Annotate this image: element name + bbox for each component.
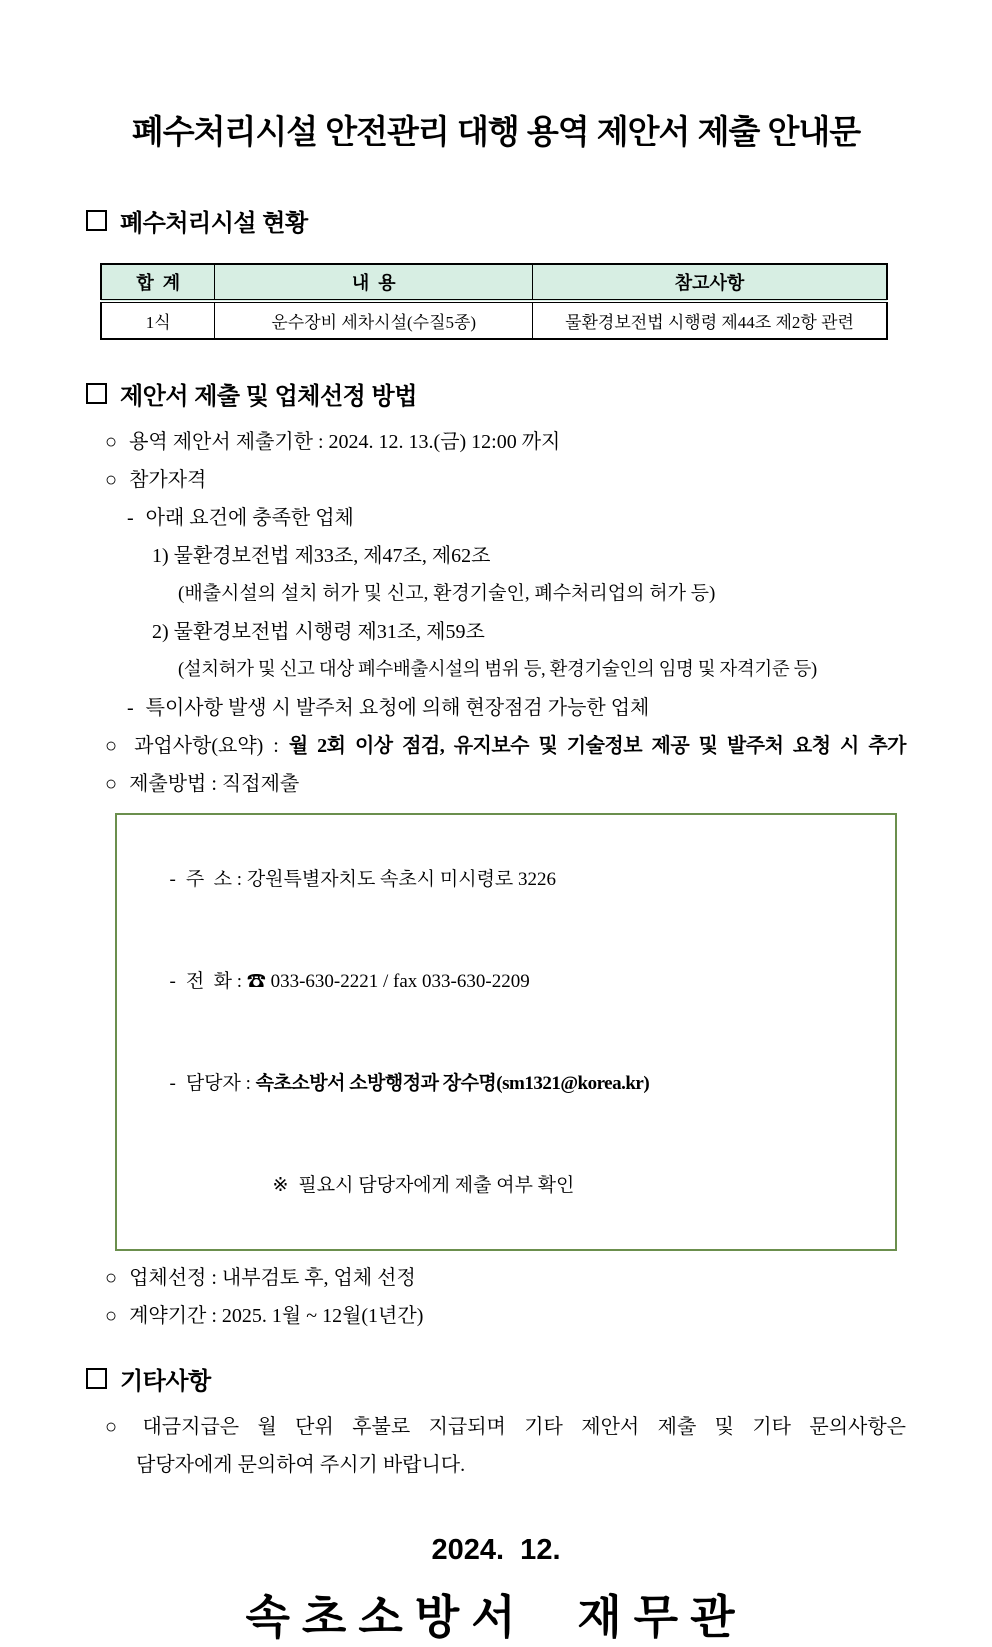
list-item-task: [105, 727, 906, 765]
dash-icon: -: [169, 869, 176, 890]
checkbox-icon: [86, 1368, 107, 1389]
list-item-law1-note: [178, 575, 906, 613]
list-item-deadline: [105, 423, 906, 461]
facility-heading-label: 폐수처리시설 현황: [120, 210, 308, 237]
contact-note-line: [244, 1135, 895, 1237]
list-item-payment: [105, 1408, 906, 1446]
site-check-text: 특이사항 발생 시 발주처 요청에 의해 현장점검 가능한 업체: [145, 697, 650, 719]
table-cell-ref: 물환경보전법 시행령 제44조 제2항 관련: [533, 301, 888, 339]
etc-section-heading: [86, 1361, 906, 1396]
selection-list: [86, 1259, 906, 1335]
dash-icon: -: [169, 971, 176, 992]
list-item-selection: [105, 1259, 906, 1297]
contact-address-line: [141, 829, 895, 931]
circle-icon: ○: [105, 773, 118, 795]
list-item-site-check: [127, 689, 906, 727]
table-cell-desc: 운수장비 세차시설(수질5종): [215, 301, 533, 339]
list-item-law2: [152, 613, 906, 651]
checkbox-icon: [86, 383, 107, 404]
list-item-eligibility-intro: [127, 499, 906, 537]
list-item-law2-note: [178, 651, 906, 689]
etc-heading-label: 기타사항: [120, 1368, 211, 1395]
dash-icon: -: [127, 697, 134, 719]
note-icon: ※: [272, 1175, 289, 1196]
etc-list: [86, 1408, 906, 1484]
contact-manager-value: 속초소방서 소방행정과 장수명(sm1321@korea.kr): [255, 1073, 650, 1094]
task-detail-text: 월 2회 이상 점검, 유지보수 및 기술정보 제공 및 발주처 요청 시 추가: [288, 735, 907, 757]
circle-icon: ○: [105, 469, 118, 491]
payment-line1-text: 대금지급은 월 단위 후불로 지급되며 기타 제안서 제출 및 기타 문의사항은: [142, 1416, 906, 1438]
table-row: [101, 301, 887, 339]
list-item-contract: [105, 1297, 906, 1335]
table-header-desc: 내 용: [215, 264, 533, 301]
contact-phone-value: 033-630-2221 / fax 033-630-2209: [265, 971, 530, 992]
table-cell-sum: 1식: [145, 313, 171, 332]
circle-icon: ○: [105, 1416, 131, 1438]
facility-table: [100, 263, 888, 340]
circle-icon: ○: [105, 431, 118, 453]
footer-date: 2024. 12.: [431, 1534, 561, 1566]
circle-icon: ○: [105, 735, 123, 757]
footer-organization: 속초소방서 재무관: [245, 1591, 747, 1643]
law2-text: 2) 물환경보전법 시행령 제31조, 제59조: [152, 621, 485, 643]
submission-heading-label: 제안서 제출 및 업체선정 방법: [120, 383, 417, 410]
facility-section-heading: [86, 203, 906, 238]
phone-icon: ☎: [246, 971, 266, 992]
law1-note-text: (배출시설의 설치 허가 및 신고, 환경기술인, 폐수처리업의 허가 등): [178, 583, 716, 604]
task-label-text: 과업사항(요약) :: [134, 735, 289, 757]
law1-text: 1) 물환경보전법 제33조, 제47조, 제62조: [152, 545, 491, 567]
dash-icon: -: [169, 1073, 176, 1094]
checkbox-icon: [86, 210, 107, 231]
eligibility-intro-text: 아래 요건에 충족한 업체: [145, 507, 354, 529]
circle-icon: ○: [105, 1305, 118, 1327]
page-title: 폐수처리시설 안전관리 대행 용역 제안서 제출 안내문: [131, 113, 861, 150]
list-item-law1: [152, 537, 906, 575]
contact-phone-label: 전 화 :: [185, 971, 247, 992]
contact-manager-line: [141, 1033, 895, 1135]
selection-text: 업체선정 : 내부검토 후, 업체 선정: [129, 1267, 416, 1289]
submission-section-heading: [86, 376, 906, 411]
contact-address-text: 주 소 : 강원특별자치도 속초시 미시령로 3226: [185, 869, 557, 890]
deadline-text: 용역 제안서 제출기한 : 2024. 12. 13.(금) 12:00 까지: [129, 431, 561, 453]
contact-box: [115, 813, 897, 1251]
contract-text: 계약기간 : 2025. 1월 ~ 12월(1년간): [129, 1305, 424, 1327]
contact-manager-label: 담당자 :: [185, 1073, 256, 1094]
list-item-method: [105, 765, 906, 803]
eligibility-title-text: 참가자격: [129, 469, 207, 491]
contact-note-text: 필요시 담당자에게 제출 여부 확인: [298, 1175, 575, 1196]
table-header-sum: 합 계: [101, 264, 215, 301]
list-item-eligibility: [105, 461, 906, 499]
table-header-ref: 참고사항: [533, 264, 888, 301]
dash-icon: -: [127, 507, 134, 529]
circle-icon: ○: [105, 1267, 118, 1289]
contact-phone-line: [141, 931, 895, 1033]
law2-note-text: (설치허가 및 신고 대상 폐수배출시설의 범위 등, 환경기술인의 임명 및 자격기준 등): [178, 660, 817, 680]
table-header-row: [101, 264, 887, 301]
payment-line2-text: 담당자에게 문의하여 주시기 바랍니다.: [136, 1454, 466, 1476]
submission-list: [86, 423, 906, 803]
method-text: 제출방법 : 직접제출: [129, 773, 300, 795]
